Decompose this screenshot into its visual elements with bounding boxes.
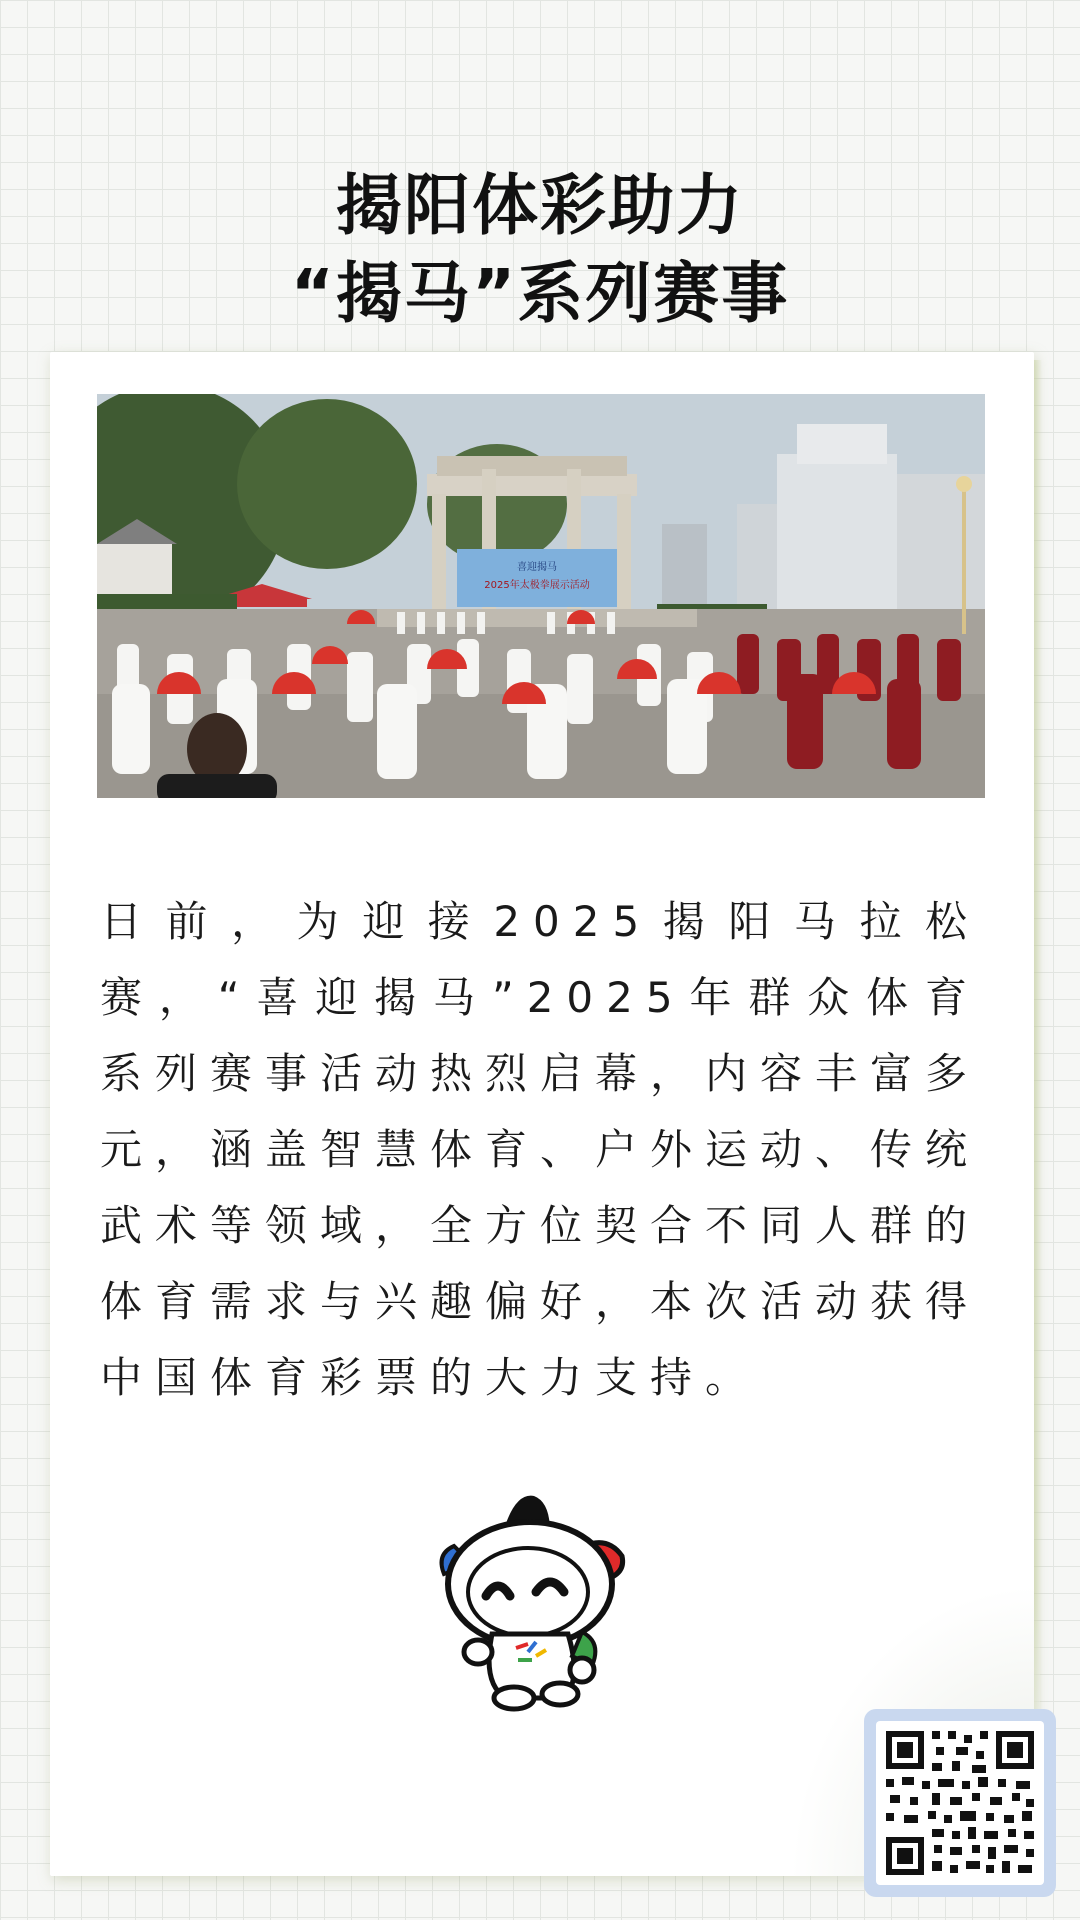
lottery-mascot-icon	[432, 1484, 632, 1714]
qr-code-icon[interactable]	[876, 1721, 1044, 1885]
qr-code-frame[interactable]	[864, 1709, 1056, 1897]
banner-line-2: 2025年太极拳展示活动	[484, 580, 590, 591]
event-photo	[97, 394, 985, 798]
tai-chi-performance-photo	[97, 394, 985, 798]
card-edge-shadow	[1034, 360, 1042, 1820]
page-title	[0, 162, 1080, 338]
article-body: 日前，为迎接2025揭阳马拉松赛，“喜迎揭马”2025年群众体育系列赛事活动热烈启幕，内容丰富多元，涵盖智慧体育、户外运动、传统武术等领域，全方位契合不同人群的体育需求与兴趣偏好，本次活动获得中国体育彩票的大力支持。	[100, 897, 981, 1402]
title-line-1: 揭阳体彩助力	[336, 167, 744, 245]
title-line-2: “揭马”系列赛事	[290, 255, 790, 333]
banner-line-1: 喜迎揭马	[517, 562, 557, 573]
